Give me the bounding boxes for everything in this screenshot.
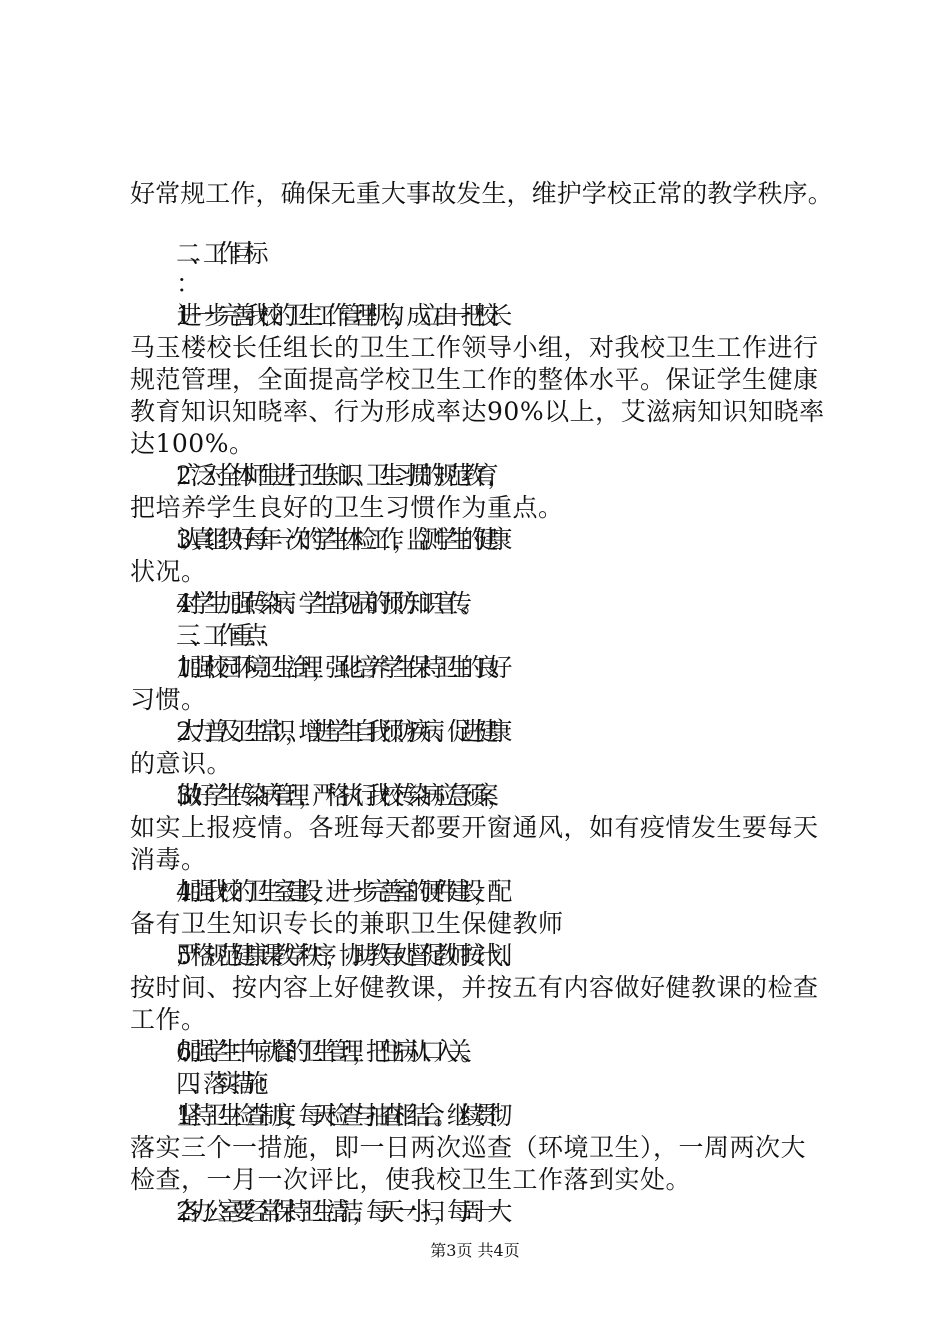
text-line: 如实上报疫情。各班每天都要开窗通风，如有疫情发生要每天	[130, 813, 819, 842]
text-line: 的意识。	[130, 749, 233, 778]
text-line: 达100%。	[130, 429, 255, 458]
text-line: ：	[176, 269, 190, 298]
text-line: 消毒。	[130, 845, 207, 874]
section-heading: 三、工作重点：	[176, 621, 271, 650]
text-line: 备有卫生知识专长的兼职卫生保健教师	[130, 909, 564, 938]
text-line: 检查，一月一次评比，使我校卫生工作落到实处。	[130, 1165, 692, 1194]
text-line: 马玉楼校长任组长的卫生工作领导小组，对我校卫生工作进行	[130, 333, 819, 362]
text-line: 5.严格规范健康课教学秩序，协助教导处督促教师按计划、	[176, 941, 515, 970]
section-heading: 四、落实措施：	[176, 1069, 271, 1098]
text-line: 3.做好学生传染病管理，严格执行我校传染病应急预案，	[176, 781, 501, 810]
text-line: 2.广泛对全体师生进行卫生知识、卫生习惯的规范教育，	[176, 461, 501, 490]
text-line: 1.坚持卫生检查制度，每天检查与抽查相结合。继续贯彻	[176, 1101, 501, 1130]
text-line: 1.进一步完善我校的卫生工作管理机构，成立由一把校长	[176, 301, 501, 330]
text-line: 教育知识知晓率、行为形成率达90%以上，艾滋病知识知晓率	[130, 397, 825, 426]
text-line: 2.大力普及卫生常识，增进学生自我预防疾病、促进健康	[176, 717, 501, 746]
text-line: 6.加强学生中午就餐的卫生管理，把住病从口入关。	[176, 1037, 474, 1066]
section-heading: 二、工作目标	[176, 239, 258, 268]
text-line: 2.各办公室要经常保持卫生清洁，每天一小扫，每周一大	[176, 1197, 501, 1226]
text-line: 习惯。	[130, 685, 207, 714]
text-line: 4.对学生加强传染病、学生常见病的预防知识宣传。	[176, 589, 474, 618]
text-line: 3.认真组织好每年一次的学生体检工作，监测学生的健康	[176, 525, 501, 554]
text-line: 状况。	[130, 557, 207, 586]
text-line: 4.加强我校的卫生室建设，进一步完善室的硬件建设，配	[176, 877, 501, 906]
text-line: 1.加强校园环境卫生治理，强化培养学生保持卫生的良好	[176, 653, 501, 682]
text-line: 落实三个一措施，即一日两次巡查（环境卫生），一周两次大	[130, 1133, 807, 1162]
text-line: 工作。	[130, 1005, 207, 1034]
text-line: 把培养学生良好的卫生习惯作为重点。	[130, 493, 564, 522]
text-line: 规范管理，全面提高学校卫生工作的整体水平。保证学生健康	[130, 365, 819, 394]
page-number-footer: 第3页 共4页	[430, 1241, 520, 1260]
text-line: 按时间、按内容上好健教课，并按五有内容做好健教课的检查	[130, 973, 819, 1002]
text-line: 好常规工作，确保无重大事故发生，维护学校正常的教学秩序。	[130, 179, 833, 208]
